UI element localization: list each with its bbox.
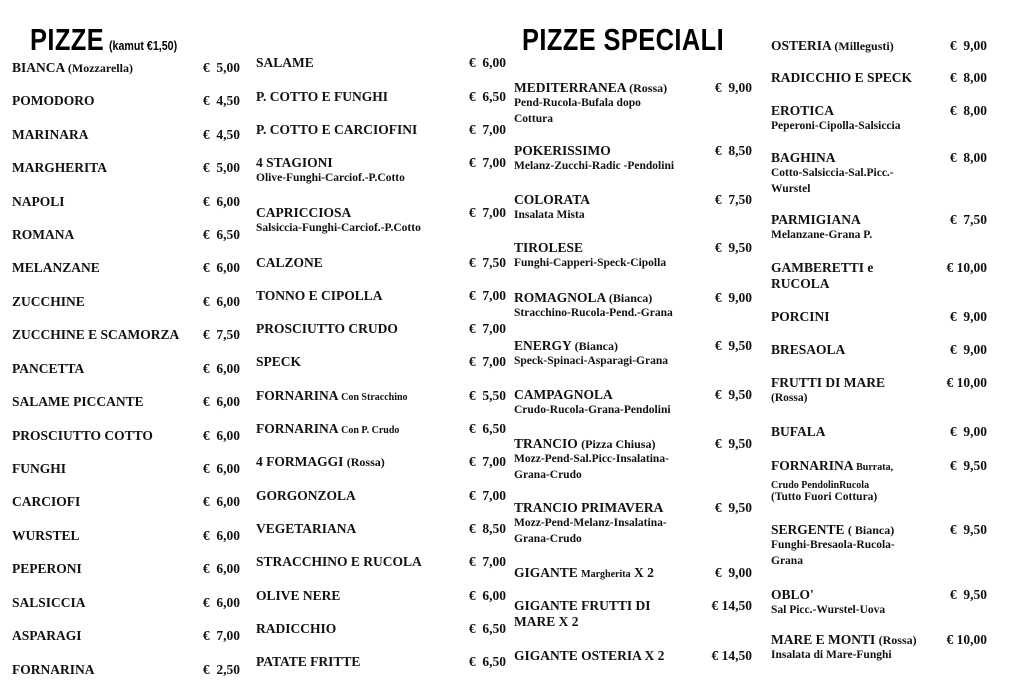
item-name-text: MELANZANE xyxy=(12,260,100,275)
item-price: € 9,00 xyxy=(949,38,987,53)
item-name xyxy=(12,227,74,243)
item-name xyxy=(514,192,590,208)
item-price: € 7,00 xyxy=(468,321,506,336)
item-price: € 6,00 xyxy=(468,588,506,603)
item-name xyxy=(771,587,814,603)
item-name-text: TONNO E CIPOLLA xyxy=(256,288,383,303)
pizze-speciali-heading xyxy=(522,22,724,58)
item-price: € 14,50 xyxy=(711,648,752,663)
item-price: € 9,50 xyxy=(949,458,987,473)
item-paren: (Rossa) xyxy=(629,81,668,95)
item-name-text: PANCETTA xyxy=(12,361,85,376)
item-name xyxy=(12,60,133,76)
item-name-text: BIANCA xyxy=(12,60,65,75)
item-name xyxy=(771,375,885,391)
item-name xyxy=(12,394,144,410)
item-name xyxy=(771,150,836,166)
item-price: € 14,50 xyxy=(711,598,752,613)
item-name xyxy=(514,565,654,583)
item-price: € 9,00 xyxy=(714,290,752,305)
item-price: € 6,50 xyxy=(468,621,506,636)
item-price: € 7,50 xyxy=(468,255,506,270)
item-price: € 4,50 xyxy=(202,127,240,142)
item-name-text: MEDITERRANEA xyxy=(514,80,626,95)
item-name-tail: X 2 xyxy=(633,565,654,580)
item-price: € 9,00 xyxy=(714,565,752,580)
item-name xyxy=(514,387,613,403)
item-price: € 9,50 xyxy=(714,436,752,451)
item-name xyxy=(514,338,618,354)
item-name-text: RADICCHIO xyxy=(256,621,337,636)
item-name-text: BUFALA xyxy=(771,424,826,439)
item-price: € 6,00 xyxy=(202,528,240,543)
item-name xyxy=(256,354,301,370)
item-name-text: GAMBERETTI e RUCOLA xyxy=(771,260,874,291)
item-name xyxy=(256,554,422,570)
item-name-text: 4 STAGIONI xyxy=(256,155,333,170)
item-description: (Tutto Fuori Cottura) xyxy=(771,491,878,503)
item-description: Insalata Mista xyxy=(514,209,585,221)
item-name xyxy=(771,38,894,54)
item-price: € 6,00 xyxy=(202,294,240,309)
pizze-speciali-title: PIZZE SPECIALI xyxy=(522,22,725,57)
item-name-smallcaps: Burrata, xyxy=(856,462,894,473)
item-name-text: TRANCIO xyxy=(514,436,578,451)
item-name-text: PARMIGIANA xyxy=(771,212,861,227)
item-name-text: FORNARINA xyxy=(256,388,338,403)
item-name-text: STRACCHINO E RUCOLA xyxy=(256,554,422,569)
item-name xyxy=(514,598,651,630)
item-price: € 6,50 xyxy=(468,421,506,436)
item-name xyxy=(12,361,84,377)
menu-column-pizze-2 xyxy=(256,55,506,685)
item-paren: ( Bianca) xyxy=(847,523,895,537)
pizze-heading xyxy=(30,22,177,58)
item-name-text: P. COTTO E CARCIOFINI xyxy=(256,122,418,137)
item-price: € 8,00 xyxy=(949,70,987,85)
item-price: € 6,00 xyxy=(202,361,240,376)
item-name-text: TRANCIO PRIMAVERA xyxy=(514,500,664,515)
item-name xyxy=(12,327,179,343)
item-price: € 6,00 xyxy=(202,194,240,209)
item-price: € 9,00 xyxy=(949,309,987,324)
item-price: € 7,00 xyxy=(202,628,240,643)
item-name-text: PORCINI xyxy=(771,309,830,324)
item-name-text: SALAME PICCANTE xyxy=(12,394,144,409)
item-price: € 7,50 xyxy=(714,192,752,207)
item-name-text: BAGHINA xyxy=(771,150,836,165)
item-price: € 6,00 xyxy=(202,494,240,509)
menu-column-speciali-2 xyxy=(771,38,987,678)
item-price: € 6,50 xyxy=(202,227,240,242)
item-paren: (Rossa) xyxy=(346,455,385,469)
item-price: € 5,00 xyxy=(202,160,240,175)
item-description: Crudo-Rucola-Grana-Pendolini xyxy=(514,404,671,416)
item-description: Mozz-Pend-Melanz-Insalatina- Grana-Crudo xyxy=(514,517,667,545)
item-name-text: MARINARA xyxy=(12,127,89,142)
item-name xyxy=(514,240,583,256)
item-price: € 8,00 xyxy=(949,103,987,118)
item-price: € 10,00 xyxy=(946,260,987,275)
item-price: € 4,50 xyxy=(202,93,240,108)
item-price: € 10,00 xyxy=(946,632,987,647)
item-paren: (Rossa) xyxy=(878,633,917,647)
item-name xyxy=(771,309,830,325)
item-name-text: GIGANTE OSTERIA X 2 xyxy=(514,648,665,663)
item-price: € 6,50 xyxy=(468,89,506,104)
item-name xyxy=(771,260,873,292)
item-name-text: BRESAOLA xyxy=(771,342,846,357)
item-price: € 6,00 xyxy=(202,595,240,610)
item-price: € 9,50 xyxy=(949,522,987,537)
item-price: € 8,50 xyxy=(468,521,506,536)
item-price: € 9,00 xyxy=(949,342,987,357)
item-name xyxy=(514,290,652,306)
item-price: € 7,50 xyxy=(202,327,240,342)
item-name xyxy=(256,454,385,470)
item-price: € 6,00 xyxy=(202,394,240,409)
item-name xyxy=(256,521,356,537)
item-price: € 9,00 xyxy=(949,424,987,439)
item-name xyxy=(256,654,360,670)
item-name xyxy=(12,194,65,210)
item-name-smallcaps: Con Stracchino xyxy=(341,392,408,403)
item-price: € 9,50 xyxy=(714,387,752,402)
item-name xyxy=(514,648,664,664)
item-name xyxy=(12,494,80,510)
item-name-text: GIGANTE FRUTTI DI MARE X 2 xyxy=(514,598,651,629)
item-name-text: 4 FORMAGGI xyxy=(256,454,344,469)
item-price: € 8,50 xyxy=(714,143,752,158)
item-name xyxy=(771,103,834,119)
item-name-text: OSTERIA xyxy=(771,38,832,53)
item-name xyxy=(256,421,399,439)
menu-column-speciali xyxy=(514,80,752,680)
item-name-text: POMODORO xyxy=(12,93,95,108)
item-description: Olive-Funghi-Carciof.-P.Cotto xyxy=(256,172,405,184)
item-description: Melanz-Zucchi-Radic -Pendolini xyxy=(514,160,675,172)
item-description: Funghi-Capperi-Speck-Cipolla xyxy=(514,257,667,269)
item-price: € 7,00 xyxy=(468,288,506,303)
item-name-text: CAPRICCIOSA xyxy=(256,205,352,220)
item-description: Sal Picc.-Wurstel-Uova xyxy=(771,604,886,616)
item-description: Stracchino-Rucola-Pend.-Grana xyxy=(514,307,673,319)
item-name xyxy=(771,424,826,440)
item-name xyxy=(12,561,82,577)
item-description: Speck-Spinaci-Asparagi-Grana xyxy=(514,355,668,367)
item-description: Cotto-Salsiccia-Sal.Picc.- Wurstel xyxy=(771,167,894,195)
item-name xyxy=(12,528,80,544)
item-name-text: PROSCIUTTO COTTO xyxy=(12,428,153,443)
item-price: € 6,00 xyxy=(202,461,240,476)
item-name-text: PROSCIUTTO CRUDO xyxy=(256,321,398,336)
item-name-text: COLORATA xyxy=(514,192,591,207)
item-description: Salsiccia-Funghi-Carciof.-P.Cotto xyxy=(256,222,421,234)
item-price: € 7,00 xyxy=(468,122,506,137)
item-price: € 6,50 xyxy=(468,654,506,669)
item-name xyxy=(514,500,663,516)
item-name-text: GORGONZOLA xyxy=(256,488,356,503)
item-name-smallcaps: Margherita xyxy=(581,569,631,580)
item-paren: (Pizza Chiusa) xyxy=(581,437,656,451)
item-name-text: PEPERONI xyxy=(12,561,82,576)
item-name-text: OBLO' xyxy=(771,587,814,602)
item-name-text: ROMANA xyxy=(12,227,75,242)
item-name-text: FORNARINA xyxy=(771,458,853,473)
item-name-text: ROMAGNOLA xyxy=(514,290,606,305)
item-name-text: PATATE FRITTE xyxy=(256,654,361,669)
item-name-text: EROTICA xyxy=(771,103,835,118)
item-name xyxy=(12,428,153,444)
item-price: € 9,50 xyxy=(714,500,752,515)
item-price: € 9,50 xyxy=(714,338,752,353)
item-description: Insalata di Mare-Funghi xyxy=(771,649,892,661)
item-name-text: TIROLESE xyxy=(514,240,584,255)
item-name-text: ENERGY xyxy=(514,338,572,353)
item-name-text: CARCIOFI xyxy=(12,494,81,509)
item-name xyxy=(514,143,611,159)
item-price: € 8,00 xyxy=(949,150,987,165)
item-price: € 9,50 xyxy=(714,240,752,255)
item-name-text: OLIVE NERE xyxy=(256,588,341,603)
item-name xyxy=(12,461,66,477)
item-price: € 7,00 xyxy=(468,454,506,469)
item-price: € 7,00 xyxy=(468,554,506,569)
item-name xyxy=(256,588,340,604)
item-description: Melanzane-Grana P. xyxy=(771,229,873,241)
item-price: € 7,00 xyxy=(468,155,506,170)
item-name xyxy=(514,436,655,452)
item-price: € 9,50 xyxy=(949,587,987,602)
item-name-smallcaps: Con P. Crudo xyxy=(341,425,400,436)
item-name-text: RADICCHIO E SPECK xyxy=(771,70,913,85)
item-name xyxy=(12,628,82,644)
item-name xyxy=(771,632,917,648)
item-name-text: SALSICCIA xyxy=(12,595,86,610)
item-name-text: ASPARAGI xyxy=(12,628,82,643)
menu-column-pizze xyxy=(12,60,240,690)
item-description: Pend-Rucola-Bufala dopo Cottura xyxy=(514,97,641,125)
item-name xyxy=(256,89,388,105)
item-price: € 5,00 xyxy=(202,60,240,75)
item-name-text: FUNGHI xyxy=(12,461,66,476)
item-name xyxy=(12,595,86,611)
item-price: € 2,50 xyxy=(202,662,240,677)
item-name xyxy=(256,621,336,637)
item-price: € 9,00 xyxy=(714,80,752,95)
item-description: Mozz-Pend-Sal.Picc-Insalatina- Grana-Crudo xyxy=(514,453,669,481)
item-name xyxy=(12,294,85,310)
item-name xyxy=(12,127,89,143)
item-price: € 7,00 xyxy=(468,205,506,220)
item-price: € 7,00 xyxy=(468,354,506,369)
item-description: (Rossa) xyxy=(771,392,808,404)
item-name-text: ZUCCHINE xyxy=(12,294,85,309)
item-name-text: CALZONE xyxy=(256,255,323,270)
item-name-text: CAMPAGNOLA xyxy=(514,387,613,402)
item-name xyxy=(256,388,408,406)
item-name xyxy=(256,321,398,337)
item-name xyxy=(256,155,333,171)
item-description: Funghi-Bresaola-Rucola- Grana xyxy=(771,539,895,567)
item-name-text: VEGETARIANA xyxy=(256,521,357,536)
item-paren: (Millegusti) xyxy=(834,39,894,53)
item-name xyxy=(12,93,95,109)
item-name-text: ZUCCHINE E SCAMORZA xyxy=(12,327,180,342)
item-price: € 6,00 xyxy=(202,428,240,443)
item-name xyxy=(256,255,323,271)
item-name-text: P. COTTO E FUNGHI xyxy=(256,89,389,104)
item-name-text: WURSTEL xyxy=(12,528,80,543)
item-name xyxy=(12,662,95,678)
item-name xyxy=(771,458,893,494)
item-name xyxy=(256,288,383,304)
item-price: € 10,00 xyxy=(946,375,987,390)
item-name xyxy=(256,488,356,504)
item-name-text: FRUTTI DI MARE xyxy=(771,375,886,390)
item-paren: (Bianca) xyxy=(574,339,618,353)
item-name xyxy=(771,70,912,86)
item-name-text: GIGANTE xyxy=(514,565,578,580)
item-name-text: FORNARINA xyxy=(256,421,338,436)
item-name-text: FORNARINA xyxy=(12,662,95,677)
item-price: € 6,00 xyxy=(202,260,240,275)
item-name xyxy=(514,80,667,96)
item-price: € 7,00 xyxy=(468,488,506,503)
item-name xyxy=(256,55,314,71)
kamut-note: (kamut €1,50) xyxy=(109,38,178,53)
item-name-text: SALAME xyxy=(256,55,314,70)
item-name xyxy=(12,260,100,276)
item-name-text: POKERISSIMO xyxy=(514,143,611,158)
item-paren: (Bianca) xyxy=(608,291,653,305)
item-name xyxy=(771,522,894,538)
item-name-text: SERGENTE xyxy=(771,522,845,537)
item-price: € 7,50 xyxy=(949,212,987,227)
item-price: € 6,00 xyxy=(468,55,506,70)
item-name xyxy=(771,342,845,358)
item-name-text: MARE E MONTI xyxy=(771,632,876,647)
pizze-title: PIZZE xyxy=(30,22,105,57)
item-name-line2: Crudo PendolinRucola xyxy=(771,480,870,491)
item-name xyxy=(256,122,417,138)
item-description: Peperoni-Cipolla-Salsiccia xyxy=(771,120,901,132)
item-name-text: NAPOLI xyxy=(12,194,65,209)
item-name-text: MARGHERITA xyxy=(12,160,108,175)
item-name xyxy=(12,160,107,176)
item-price: € 6,00 xyxy=(202,561,240,576)
item-name xyxy=(256,205,351,221)
item-paren: (Mozzarella) xyxy=(67,61,133,75)
item-price: € 5,50 xyxy=(468,388,506,403)
item-name xyxy=(771,212,861,228)
item-name-text: SPECK xyxy=(256,354,302,369)
